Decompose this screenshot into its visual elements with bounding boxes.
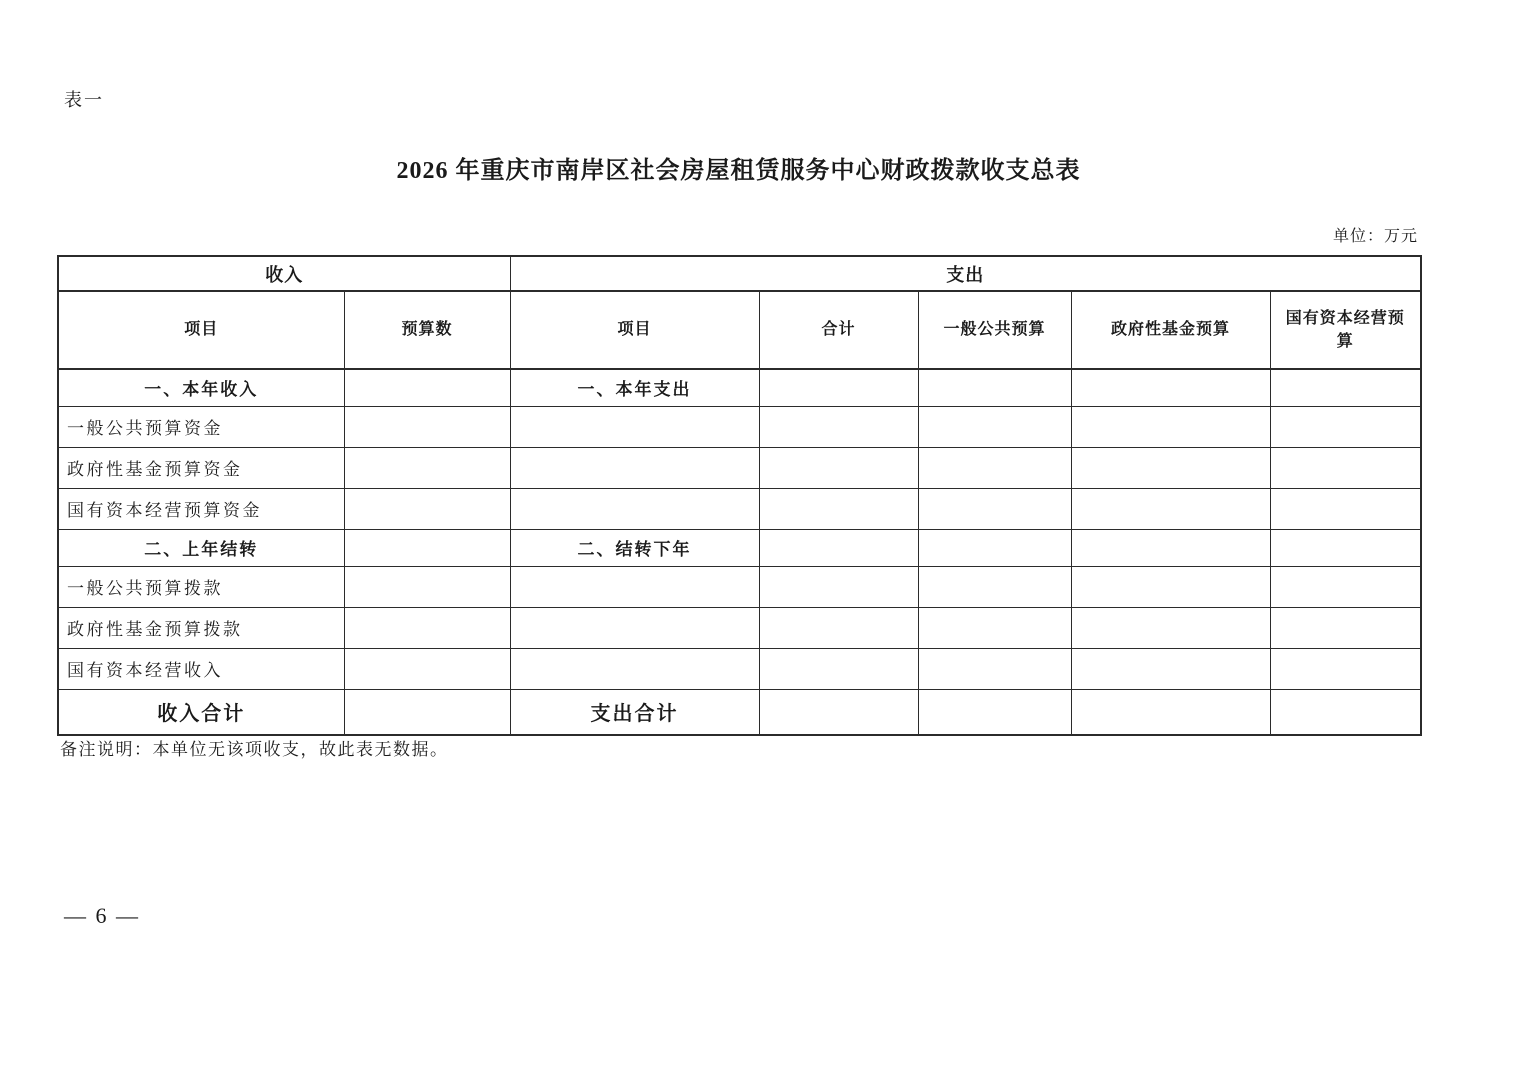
table-row [58,488,1421,529]
expense-item-cell [510,447,759,488]
expense-govt-fund-cell [1071,566,1270,607]
expense-total-cell [759,566,918,607]
expense-item-cell: 一、本年支出 [510,369,759,406]
income-value-cell [344,607,510,648]
income-item-cell: 二、上年结转 [58,529,344,566]
unit-note: 单位：万元 [1332,228,1418,245]
income-value-cell [344,566,510,607]
income-value-cell [344,369,510,406]
table-row [58,566,1421,607]
expense-general-public-cell [918,529,1071,566]
expense-state-capital-cell [1270,529,1421,566]
expense-general-public-cell [918,648,1071,689]
expense-govt-fund-cell [1071,406,1270,447]
expense-general-public-cell [918,607,1071,648]
expense-govt-fund-cell [1071,529,1270,566]
expense-general-public-cell [918,566,1071,607]
table-row [58,406,1421,447]
column-header-row [58,291,1421,369]
income-value-cell [344,488,510,529]
table-row [58,369,1421,406]
income-item-cell: 一、本年收入 [58,369,344,406]
expense-group-header: 支出 [510,256,1421,291]
expense-state-capital-cell [1270,488,1421,529]
expense-general-public-cell [918,369,1071,406]
column-header-income-item: 项目 [58,291,344,369]
column-header-total: 合计 [759,291,918,369]
table-label: 表一 [64,90,104,110]
expense-state-capital-cell [1270,648,1421,689]
income-value-cell [344,689,510,735]
expense-total-cell [759,406,918,447]
footnote: 备注说明：本单位无该项收支，故此表无数据。 [60,740,449,759]
income-item-cell: 政府性基金预算资金 [58,447,344,488]
expense-total-cell [759,369,918,406]
column-header-state-capital-budget: 国有资本经营预算 [1270,291,1421,369]
expense-govt-fund-cell [1071,488,1270,529]
income-item-cell: 一般公共预算资金 [58,406,344,447]
page-number: — 6 — [64,903,140,928]
page-title: 2026 年重庆市南岸区社会房屋租赁服务中心财政拨款收支总表 [396,158,1081,184]
expense-total-cell [759,529,918,566]
column-header-general-public-budget: 一般公共预算 [918,291,1071,369]
income-group-header: 收入 [58,256,510,291]
expense-general-public-cell [918,447,1071,488]
income-value-cell [344,529,510,566]
expense-item-cell [510,488,759,529]
budget-summary-table [57,255,1422,736]
expense-general-public-cell [918,488,1071,529]
table-row [58,648,1421,689]
expense-govt-fund-cell [1071,369,1270,406]
expense-govt-fund-cell [1071,689,1270,735]
expense-state-capital-cell [1270,607,1421,648]
expense-general-public-cell [918,689,1071,735]
expense-total-cell [759,607,918,648]
expense-state-capital-cell [1270,406,1421,447]
column-header-govt-fund-budget: 政府性基金预算 [1071,291,1270,369]
expense-total-cell [759,488,918,529]
expense-govt-fund-cell [1071,447,1270,488]
expense-state-capital-cell [1270,566,1421,607]
expense-total-cell [759,689,918,735]
column-header-budget-figure: 预算数 [344,291,510,369]
expense-state-capital-cell [1270,447,1421,488]
expense-govt-fund-cell [1071,607,1270,648]
income-item-cell: 政府性基金预算拨款 [58,607,344,648]
expense-item-cell [510,566,759,607]
table-row [58,447,1421,488]
table-row [58,607,1421,648]
income-item-cell: 一般公共预算拨款 [58,566,344,607]
expense-item-cell [510,406,759,447]
income-value-cell [344,447,510,488]
expense-total-cell [759,447,918,488]
expense-item-cell: 二、结转下年 [510,529,759,566]
income-item-cell: 收入合计 [58,689,344,735]
expense-item-cell [510,648,759,689]
table-row [58,529,1421,566]
income-value-cell [344,648,510,689]
income-value-cell [344,406,510,447]
table-body [58,369,1421,735]
expense-item-cell: 支出合计 [510,689,759,735]
income-item-cell: 国有资本经营预算资金 [58,488,344,529]
expense-state-capital-cell [1270,689,1421,735]
expense-total-cell [759,648,918,689]
column-header-expense-item: 项目 [510,291,759,369]
expense-general-public-cell [918,406,1071,447]
group-header-row [58,256,1421,291]
expense-state-capital-cell [1270,369,1421,406]
expense-item-cell [510,607,759,648]
income-item-cell: 国有资本经营收入 [58,648,344,689]
expense-govt-fund-cell [1071,648,1270,689]
table-row [58,689,1421,735]
